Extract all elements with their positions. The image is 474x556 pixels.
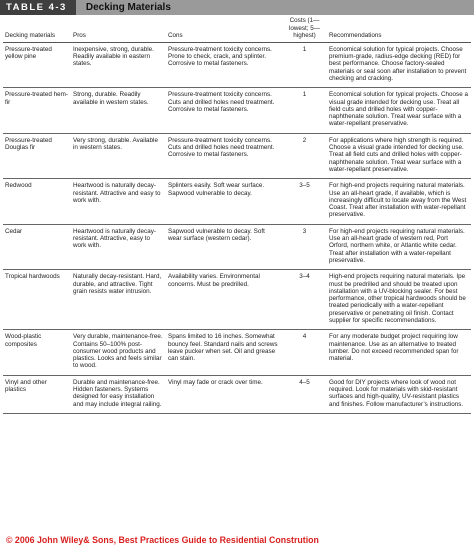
cell-cons: Pressure-treatment toxicity concerns. Cuts and drilled holes need treatment. Corrosive to metal fasteners.: [166, 88, 282, 133]
table-row: [3, 88, 471, 133]
header-material: Decking materials: [3, 17, 71, 42]
header-cons: Cons: [166, 17, 282, 42]
cell-recommendation: Economical solution for typical projects. Choose a visual grade intended for decking use. Treat all field cuts and drilled holes with copper-naphthenate solution. Treat wear surface with a water-repellant preservative.: [327, 88, 471, 133]
cell-cons: Vinyl may fade or crack over time.: [166, 375, 282, 413]
table-row: [3, 42, 471, 87]
cell-recommendation: For high-end projects requiring natural materials. Use an all-heart grade, if available, which is increasingly difficult to locate away from the West Coast. Treat after installation with water-repellant preservative.: [327, 179, 471, 224]
table-row: [3, 224, 471, 269]
cell-cost: 2: [282, 133, 327, 178]
cell-pros: Heartwood is naturally decay-resistant. Attractive, easy to work with.: [71, 224, 166, 269]
cell-material: Pressure-treated Douglas fir: [3, 133, 71, 178]
cell-cons: Sapwood vulnerable to decay. Soft wear surface (western cedar).: [166, 224, 282, 269]
cell-pros: Very strong, durable. Available in western states.: [71, 133, 166, 178]
cell-cons: Pressure-treatment toxicity concerns. Cuts and drilled holes need treatment. Corrosive to metal fasteners.: [166, 133, 282, 178]
cell-recommendation: For any moderate budget project requiring low maintenance. Use as an alternative to treated lumber. Do not exceed recommended span for material.: [327, 330, 471, 375]
table-title-bar: [0, 0, 474, 15]
cell-material: Tropical hardwoods: [3, 270, 71, 330]
table-row: [3, 133, 471, 178]
cell-pros: Inexpensive, strong, durable. Readily available in eastern states.: [71, 42, 166, 87]
cell-pros: Strong, durable. Readily available in western states.: [71, 88, 166, 133]
cell-cons: Availability varies. Environmental concerns. Must be predrilled.: [166, 270, 282, 330]
table-row: [3, 270, 471, 330]
header-costs: Costs (1—lowest; 5—highest): [282, 17, 327, 42]
cell-recommendation: For high-end projects requiring natural materials. Use an all-heart grade of western red, Port Orford, northern white, or Atlantic white cedar. Treat after installation with a water-repellant preservative.: [327, 224, 471, 269]
copyright-watermark: © 2006 John Wiley& Sons, Best Practices Guide to Residential Constrution: [6, 535, 319, 545]
cell-cons: Splinters easily. Soft wear surface. Sapwood vulnerable to decay.: [166, 179, 282, 224]
cell-cons: Pressure-treatment toxicity concerns. Prone to check, crack, and splinter. Corrosive to metal fasteners.: [166, 42, 282, 87]
cell-recommendation: Economical solution for typical projects. Choose premium-grade, radius-edge decking (RED) for best performance. Choose factory-sealed materials or seal soon after installation to prevent checking and cracking.: [327, 42, 471, 87]
cell-cost: 1: [282, 42, 327, 87]
cell-material: Redwood: [3, 179, 71, 224]
cell-cost: 4: [282, 330, 327, 375]
header-pros: Pros: [71, 17, 166, 42]
cell-cons: Spans limited to 16 inches. Somewhat bouncy feel. Standard nails and screws leave pucker when set. Oil and grease can stain.: [166, 330, 282, 375]
cell-recommendation: Good for DIY projects where look of wood not required. Look for materials with skid-resistant surfaces and high-quality, UV-resistant plastics and finishes. Follow manufacturer’s instructions.: [327, 375, 471, 413]
cell-cost: 3–5: [282, 179, 327, 224]
cell-cost: 3–4: [282, 270, 327, 330]
table-title: Decking Materials: [76, 0, 474, 15]
cell-pros: Durable and maintenance-free. Hidden fasteners. Systems designed for easy installation and may include integral railing.: [71, 375, 166, 413]
cell-cost: 1: [282, 88, 327, 133]
cell-material: Cedar: [3, 224, 71, 269]
cell-recommendation: High-end projects requiring natural materials. Ipe must be predrilled and should be treated upon installation with a UV-blocking sealer. For best performance, other tropical hardwoods should be treated periodically with a water-repellant preservative or penetrating oil finish. Contact supplier for specific recommendations.: [327, 270, 471, 330]
cell-pros: Naturally decay-resistant. Hard, durable, and attractive. Tight grain resists water intrusion.: [71, 270, 166, 330]
cell-material: Wood-plastic composites: [3, 330, 71, 375]
header-recommendations: Recommendations: [327, 17, 471, 42]
table-row: [3, 330, 471, 375]
cell-pros: Very durable, maintenance-free. Contains 50–100% post-consumer wood products and plastics. Looks and feels similar to wood.: [71, 330, 166, 375]
decking-materials-table: [3, 17, 471, 414]
table-row: [3, 179, 471, 224]
cell-material: Pressure-treated hem-fir: [3, 88, 71, 133]
cell-pros: Heartwood is naturally decay-resistant. Attractive and easy to work with.: [71, 179, 166, 224]
cell-cost: 4–5: [282, 375, 327, 413]
cell-recommendation: For applications where high strength is required. Choose a visual grade intended for decking use. Treat all field cuts and drilled holes with copper-naphthenate solution. Treat wear surface with a water-repellant preservative.: [327, 133, 471, 178]
cell-material: Pressure-treated yellow pine: [3, 42, 71, 87]
table-number-tag: TABLE 4-3: [0, 0, 76, 15]
table-row: [3, 375, 471, 413]
table-header-row: [3, 17, 471, 42]
cell-material: Vinyl and other plastics: [3, 375, 71, 413]
cell-cost: 3: [282, 224, 327, 269]
